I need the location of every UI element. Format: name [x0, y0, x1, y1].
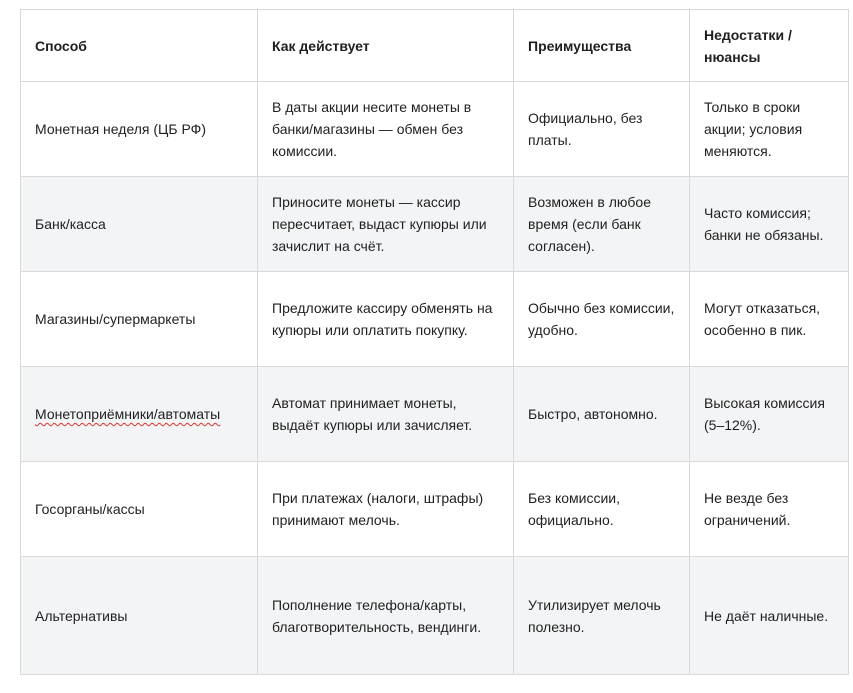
comparison-table	[20, 9, 849, 675]
cell-method: Монетная неделя (ЦБ РФ)	[21, 82, 258, 177]
header-drawbacks: Недостатки / нюансы	[690, 10, 849, 82]
table-row	[21, 272, 849, 367]
cell-method: Банк/касса	[21, 177, 258, 272]
cell-drawbacks: Не даёт наличные.	[690, 557, 849, 675]
cell-how-it-works: Автомат принимает монеты, выдаёт купюры или зачисляет.	[258, 367, 514, 462]
header-row	[21, 10, 849, 82]
table-row	[21, 462, 849, 557]
cell-drawbacks: Высокая комиссия (5–12%).	[690, 367, 849, 462]
table-row	[21, 177, 849, 272]
cell-how-it-works: Пополнение телефона/карты, благотворительность, вендинги.	[258, 557, 514, 675]
header-method: Способ	[21, 10, 258, 82]
cell-drawbacks: Могут отказаться, особенно в пик.	[690, 272, 849, 367]
cell-method: Магазины/супермаркеты	[21, 272, 258, 367]
cell-advantages: Без комиссии, официально.	[514, 462, 690, 557]
table-row	[21, 82, 849, 177]
cell-advantages: Возможен в любое время (если банк согласен).	[514, 177, 690, 272]
cell-advantages: Утилизирует мелочь полезно.	[514, 557, 690, 675]
cell-how-it-works: Предложите кассиру обменять на купюры или оплатить покупку.	[258, 272, 514, 367]
header-advantages: Преимущества	[514, 10, 690, 82]
cell-advantages: Обычно без комиссии, удобно.	[514, 272, 690, 367]
cell-drawbacks: Не везде без ограничений.	[690, 462, 849, 557]
cell-how-it-works: Приносите монеты — кассир пересчитает, выдаст купюры или зачислит на счёт.	[258, 177, 514, 272]
cell-advantages: Официально, без платы.	[514, 82, 690, 177]
cell-advantages: Быстро, автономно.	[514, 367, 690, 462]
cell-method: Альтернативы	[21, 557, 258, 675]
cell-drawbacks: Только в сроки акции; условия меняются.	[690, 82, 849, 177]
table-row	[21, 367, 849, 462]
cell-method: Монетоприёмники/автоматы	[21, 367, 258, 462]
cell-how-it-works: При платежах (налоги, штрафы) принимают мелочь.	[258, 462, 514, 557]
cell-method: Госорганы/кассы	[21, 462, 258, 557]
table-row	[21, 557, 849, 675]
header-how-it-works: Как действует	[258, 10, 514, 82]
cell-how-it-works: В даты акции несите монеты в банки/магазины — обмен без комиссии.	[258, 82, 514, 177]
cell-drawbacks: Часто комиссия; банки не обязаны.	[690, 177, 849, 272]
